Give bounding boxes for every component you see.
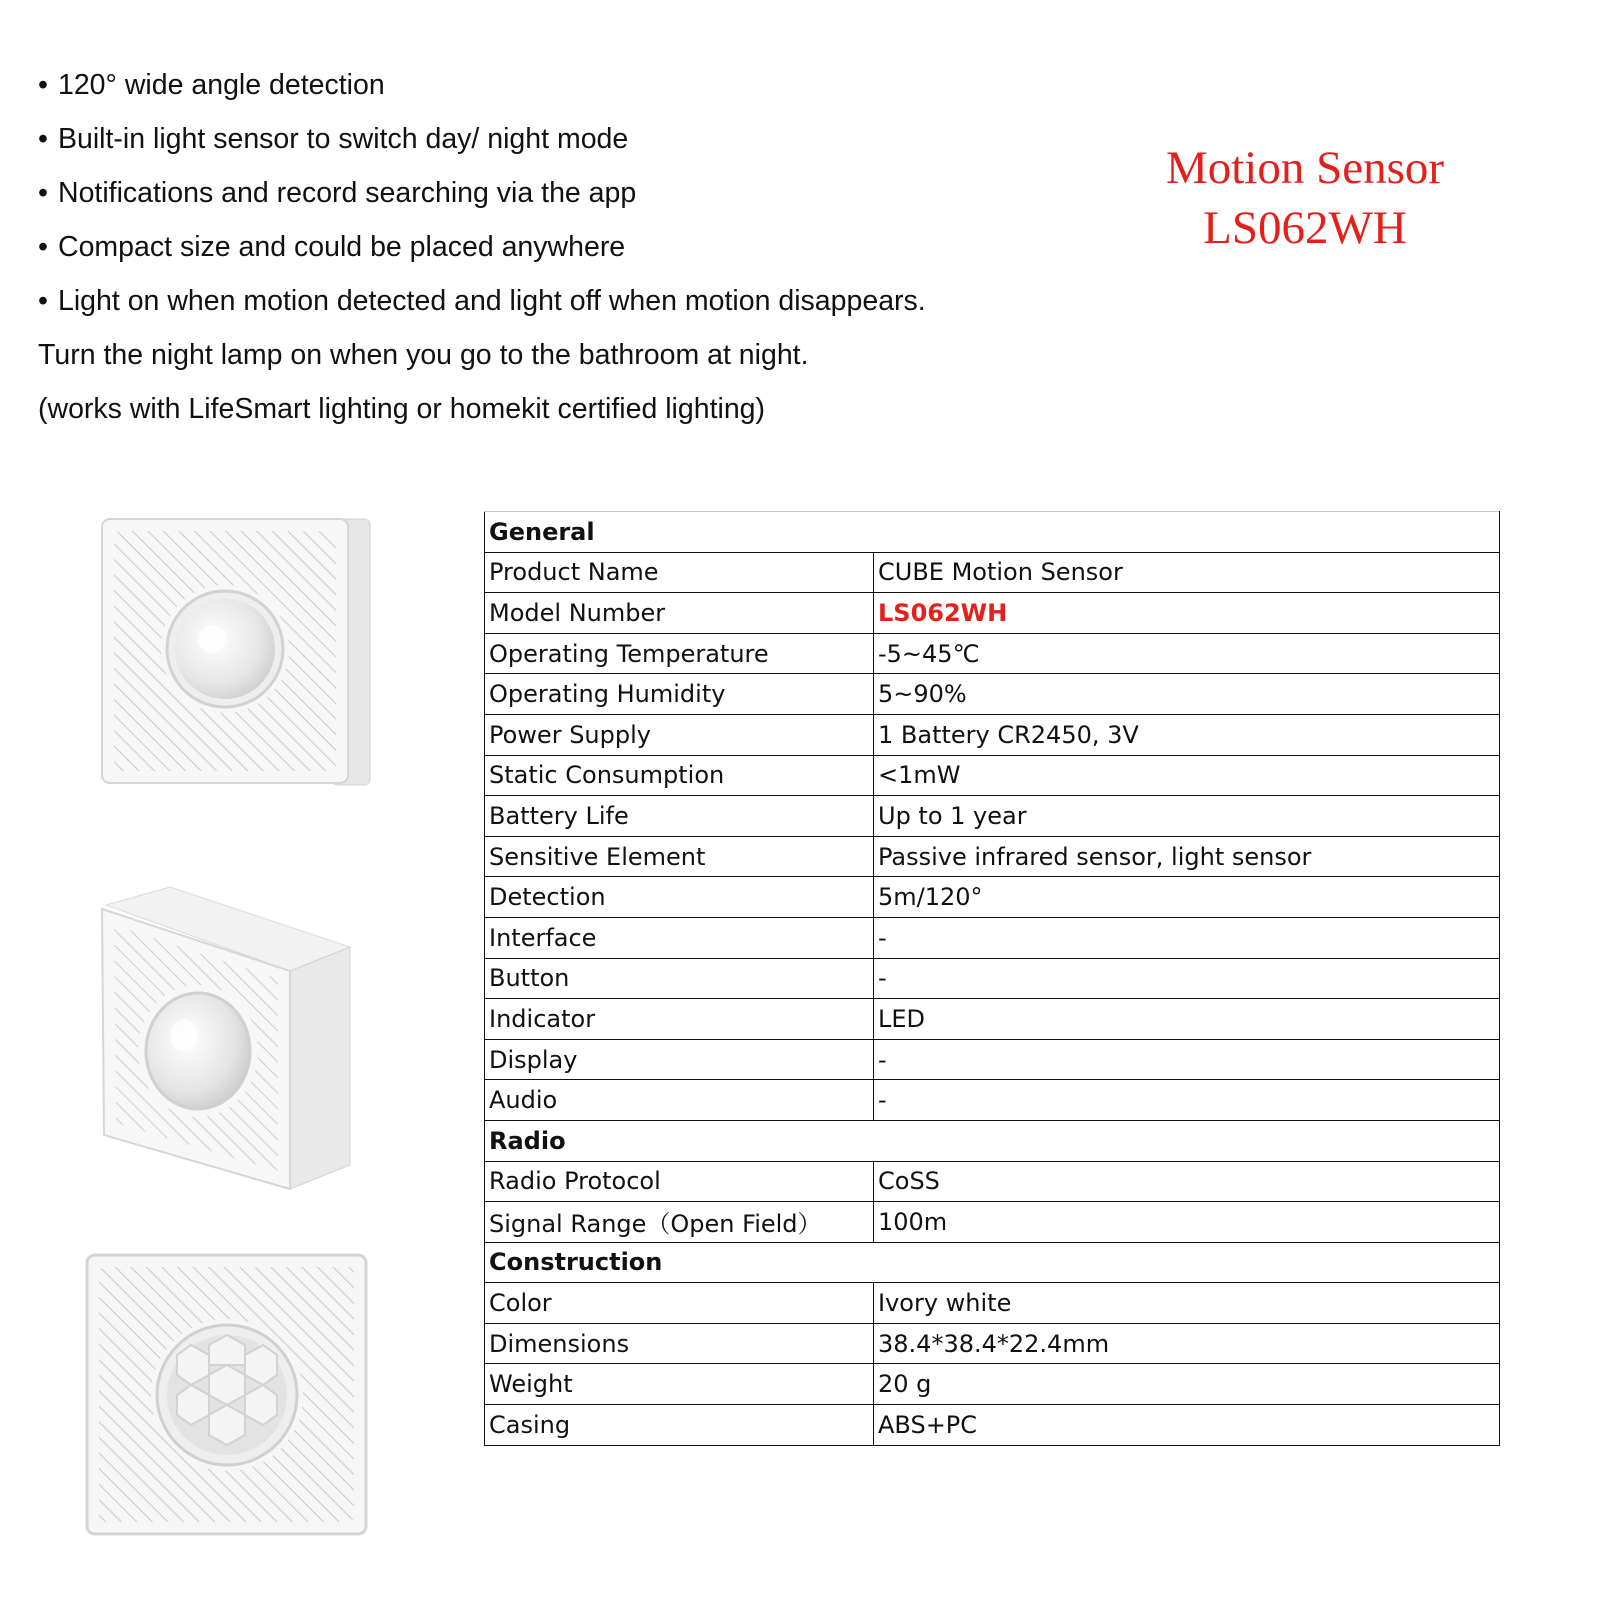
spec-label: Interface (485, 917, 874, 958)
feature-item: • 120° wide angle detection (38, 58, 1088, 112)
table-row (485, 714, 1500, 755)
spec-label: Audio (485, 1080, 874, 1121)
spec-label: Color (485, 1283, 874, 1324)
spec-table (484, 511, 1500, 1446)
spec-label: Operating Temperature (485, 633, 874, 674)
spec-label: Weight (485, 1364, 874, 1405)
table-row (485, 958, 1500, 999)
table-row (485, 1283, 1500, 1324)
spec-label: Power Supply (485, 714, 874, 755)
spec-section-header (485, 512, 1500, 553)
spec-label: Operating Humidity (485, 674, 874, 715)
spec-value: 100m (874, 1202, 1500, 1243)
spec-label: Model Number (485, 593, 874, 634)
spec-label: Radio Protocol (485, 1161, 874, 1202)
spec-value: 20 g (874, 1364, 1500, 1405)
table-row (485, 633, 1500, 674)
section-title-radio: Radio (485, 1120, 1500, 1161)
table-row (485, 552, 1500, 593)
section-title-general: General (485, 512, 1500, 553)
spec-label: Detection (485, 877, 874, 918)
spec-value: 1 Battery CR2450, 3V (874, 714, 1500, 755)
spec-label: Dimensions (485, 1323, 874, 1364)
table-row (485, 755, 1500, 796)
sensor-front-view-image (100, 515, 372, 787)
spec-label: Sensitive Element (485, 836, 874, 877)
spec-label: Button (485, 958, 874, 999)
spec-value: - (874, 917, 1500, 958)
spec-value: ABS+PC (874, 1405, 1500, 1446)
table-row (485, 1161, 1500, 1202)
table-row (485, 1039, 1500, 1080)
table-row (485, 796, 1500, 837)
feature-item: • Built-in light sensor to switch day/ night mode (38, 112, 1088, 166)
table-row (485, 674, 1500, 715)
table-row (485, 1323, 1500, 1364)
spec-value: CUBE Motion Sensor (874, 552, 1500, 593)
spec-value: Up to 1 year (874, 796, 1500, 837)
spec-value: LED (874, 999, 1500, 1040)
spec-value: CoSS (874, 1161, 1500, 1202)
feature-item: • Notifications and record searching via the app (38, 166, 1088, 220)
table-row (485, 1364, 1500, 1405)
product-title-model: LS062WH (1203, 202, 1407, 254)
feature-item: • Light on when motion detected and light off when motion disappears. (38, 274, 1088, 328)
spec-label: Battery Life (485, 796, 874, 837)
spec-value: Ivory white (874, 1283, 1500, 1324)
spec-value: - (874, 1039, 1500, 1080)
spec-value: <1mW (874, 755, 1500, 796)
table-row (485, 1080, 1500, 1121)
spec-section-header (485, 1120, 1500, 1161)
spec-value: - (874, 1080, 1500, 1121)
table-row (485, 917, 1500, 958)
feature-item: • Compact size and could be placed anywhere (38, 220, 1088, 274)
spec-label: Display (485, 1039, 874, 1080)
sensor-close-front-view-image (85, 1253, 368, 1536)
spec-value-model: LS062WH (874, 593, 1500, 634)
compatibility-note: (works with LifeSmart lighting or homekit certified lighting) (38, 393, 766, 425)
spec-section-header (485, 1242, 1500, 1283)
spec-value: -5~45℃ (874, 633, 1500, 674)
feature-list (38, 58, 1088, 436)
spec-label: Indicator (485, 999, 874, 1040)
spec-label: Signal Range（Open Field） (485, 1202, 874, 1243)
spec-label: Product Name (485, 552, 874, 593)
product-title-name: Motion Sensor (1165, 142, 1445, 194)
spec-label: Casing (485, 1405, 874, 1446)
table-row (485, 877, 1500, 918)
spec-value: 38.4*38.4*22.4mm (874, 1323, 1500, 1364)
table-row (485, 836, 1500, 877)
section-title-construction: Construction (485, 1242, 1500, 1283)
table-row (485, 1202, 1500, 1243)
table-row (485, 1405, 1500, 1446)
usage-note: Turn the night lamp on when you go to the bathroom at night. (38, 339, 809, 371)
spec-label: Static Consumption (485, 755, 874, 796)
product-title (1110, 138, 1500, 258)
spec-value: 5m/120° (874, 877, 1500, 918)
spec-value: Passive infrared sensor, light sensor (874, 836, 1500, 877)
sensor-angled-view-image (100, 885, 352, 1191)
table-row (485, 593, 1500, 634)
spec-value: 5~90% (874, 674, 1500, 715)
table-row (485, 999, 1500, 1040)
spec-value: - (874, 958, 1500, 999)
